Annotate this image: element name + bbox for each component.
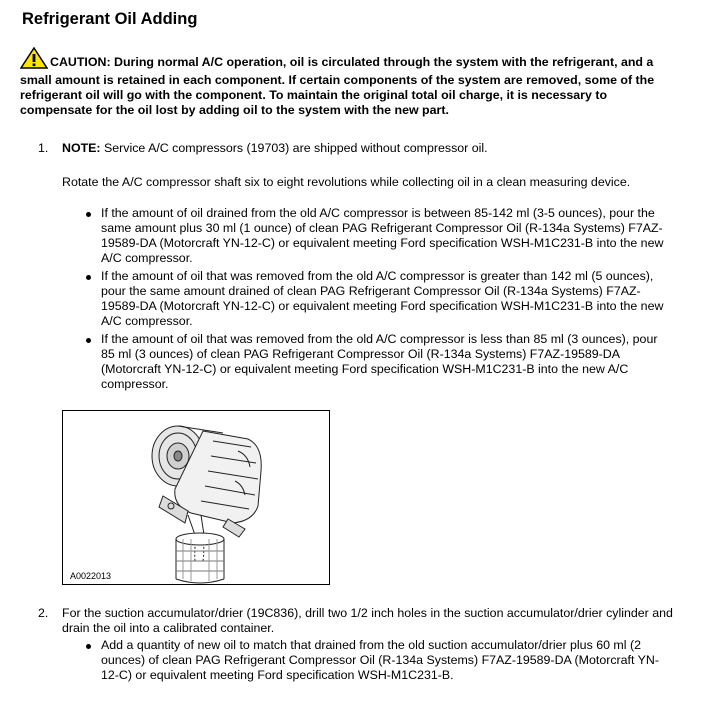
warning-triangle-icon	[20, 47, 48, 73]
bullet-text: If the amount of oil that was removed from the old A/C compressor is less than 85 ml (3 ounces), pour 85 ml (3 ounces) of clean PAG Refrigerant Compressor Oil (R-134a Systems) F7AZ-19589-DA (Motorcraft YN-12-C) or equivalent meeting Ford specification WSH-M1C231-B into the new A/C compressor.	[101, 332, 658, 391]
step-1-instruction: Rotate the A/C compressor shaft six to eight revolutions while collecting oil in a clean measuring device.	[62, 175, 631, 189]
step-2-bullets	[86, 638, 668, 686]
compressor-illustration	[62, 410, 330, 585]
step-1-bullets	[86, 206, 668, 395]
figure-id: A0022013	[70, 571, 112, 581]
bullet-icon	[86, 275, 91, 280]
caution-label: CAUTION:	[50, 55, 111, 69]
step-2	[38, 606, 678, 638]
step-number: 2.	[38, 606, 49, 620]
bullet-text: If the amount of oil drained from the old A/C compressor is between 85-142 ml (3-5 ounces), pour the same amount plus 30 ml (1 ounce) of clean PAG Refrigerant Compressor Oil (R-134a Systems) F7AZ-19589-DA (Motorcraft YN-12-C) or equivalent meeting Ford specification WSH-M1C231-B into the new A/C compressor.	[101, 206, 664, 265]
list-item	[86, 269, 668, 329]
list-item	[86, 332, 668, 392]
step-2-text: For the suction accumulator/drier (19C836), drill two 1/2 inch holes in the suction accumulator/drier cylinder and drain the oil into a calibrated container.	[62, 606, 673, 635]
caution-block	[20, 47, 670, 118]
bullet-icon	[86, 338, 91, 343]
bullet-icon	[86, 644, 91, 649]
step-number: 1.	[38, 141, 49, 155]
list-item	[86, 206, 668, 266]
bullet-text: Add a quantity of new oil to match that drained from the old suction accumulator/drier plus 60 ml (2 ounces) of clean PAG Refrigerant Compressor Oil (R-134a Systems) F7AZ-19589-DA (Motorcraft YN-12-C) or equivalent meeting Ford specification WSH-M1C231-B.	[101, 638, 660, 682]
page-title: Refrigerant Oil Adding	[22, 10, 198, 28]
compressor-drawing	[63, 411, 329, 584]
bullet-text: If the amount of oil that was removed from the old A/C compressor is greater than 142 ml (5 ounces), pour the same amount drained of clean PAG Refrigerant Compressor Oil (R-134a Systems) F7AZ-19589-DA (Motorcraft YN-12-C) or equivalent meeting Ford specification WSH-M1C231-B into the new A/C compressor.	[101, 269, 664, 328]
bullet-icon	[86, 212, 91, 217]
note-text: Service A/C compressors (19703) are shipped without compressor oil.	[104, 141, 488, 155]
caution-text: During normal A/C operation, oil is circulated through the system with the refrigerant, and a small amount is retained in each component. If certain components of the system are removed, some of the refrigerant oil will go with the component. To maintain the original total oil charge, it is necessary to compensate for the oil lost by adding oil to the system with the new part.	[20, 55, 655, 117]
note-label: NOTE:	[62, 141, 101, 155]
list-item	[86, 638, 668, 683]
